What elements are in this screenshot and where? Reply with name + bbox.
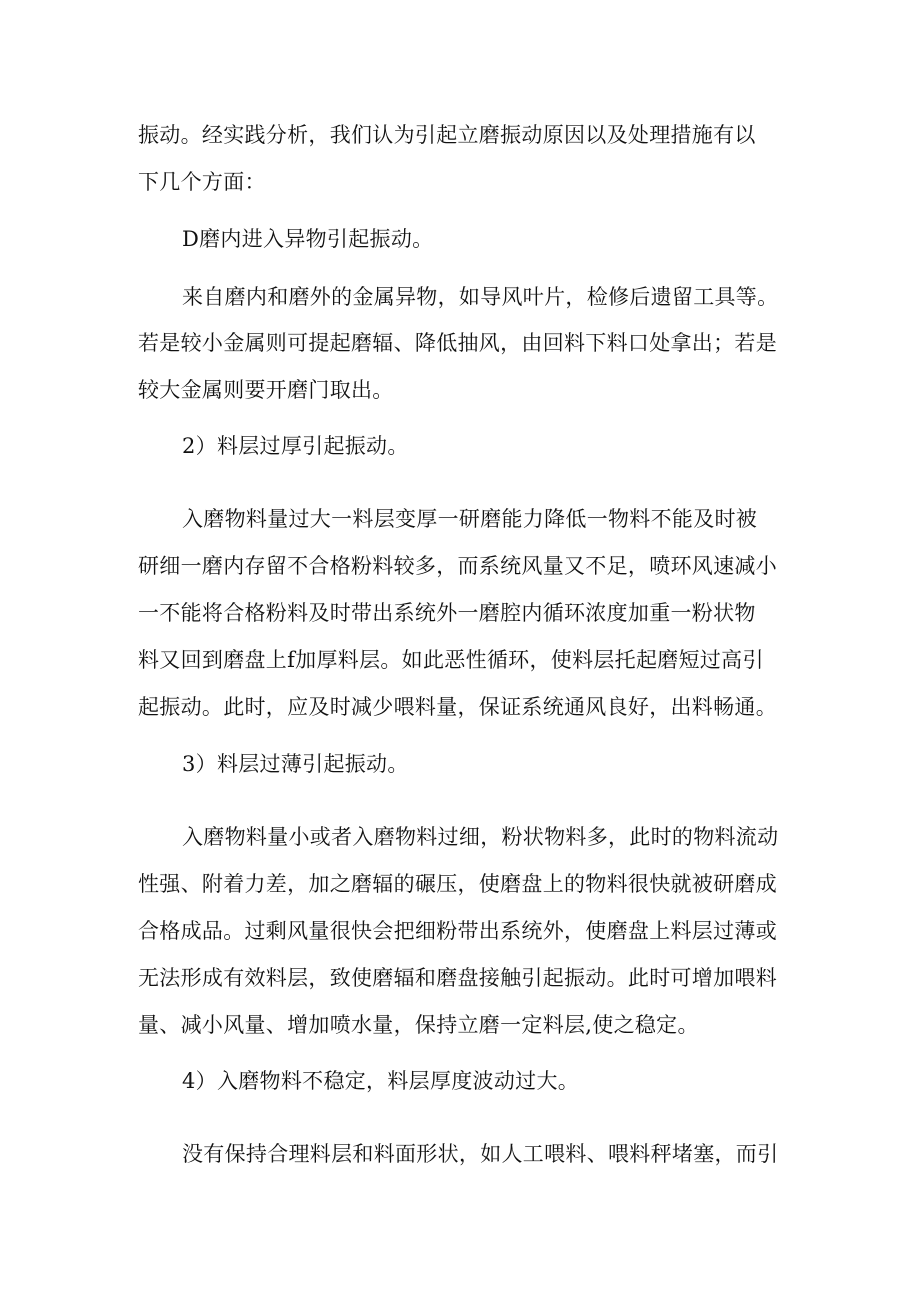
paragraph-line: 较大金属则要开磨门取出。 — [138, 378, 394, 402]
paragraph-line: 起振动。此时，应及时减少喂料量，保证系统通风良好，出料畅通。 — [138, 695, 777, 719]
paragraph-line: 研细一磨内存留不合格粉料较多，而系统风量又不足，喷环风速减小 — [138, 554, 777, 578]
paragraph-line: 振动。经实践分析，我们认为引起立磨振动原因以及处理措施有以 — [138, 123, 756, 147]
section-heading: 2）料层过厚引起振动。 — [182, 434, 409, 458]
paragraph-line: 性强、附着力差，加之磨辐的碾压，使磨盘上的物料很快就被研磨成 — [138, 872, 777, 896]
paragraph-line: 若是较小金属则可提起磨辐、降低抽风，由回料下料口处拿出；若是 — [138, 331, 777, 355]
paragraph-line: 无法形成有效料层，致使磨辐和磨盘接触引起振动。此时可增加喂料 — [138, 966, 777, 990]
paragraph-line: 入磨物料量小或者入磨物料过细，粉状物料多，此时的物料流动 — [182, 825, 779, 849]
paragraph-line: 料又回到磨盘上f加厚料层。如此恶性循环，使料层托起磨短过高引 — [138, 648, 764, 672]
paragraph-line: 没有保持合理料层和料面形状，如人工喂料、喂料秤堵塞，而引 — [182, 1142, 779, 1166]
paragraph-line: 来自磨内和磨外的金属异物，如导风叶片，检修后遗留工具等。 — [182, 285, 779, 309]
paragraph-line: 入磨物料量过大一料层变厚一研磨能力降低一物料不能及时被 — [182, 507, 758, 531]
section-heading: 3）料层过薄引起振动。 — [182, 752, 409, 776]
paragraph-line: 下几个方面： — [138, 170, 266, 194]
paragraph-line: 量、减小风量、增加喷水量，保持立磨一定料层,使之稳定。 — [138, 1013, 699, 1037]
paragraph-line: 合格成品。过剩风量很快会把细粉带出系统外，使磨盘上料层过薄或 — [138, 919, 777, 943]
paragraph-line: 一不能将合格粉料及时带出系统外一磨腔内循环浓度加重一粉状物 — [138, 601, 756, 625]
section-heading: 4）入磨物料不稳定，料层厚度波动过大。 — [182, 1069, 580, 1093]
section-heading: D磨内进入异物引起振动。 — [182, 227, 434, 251]
